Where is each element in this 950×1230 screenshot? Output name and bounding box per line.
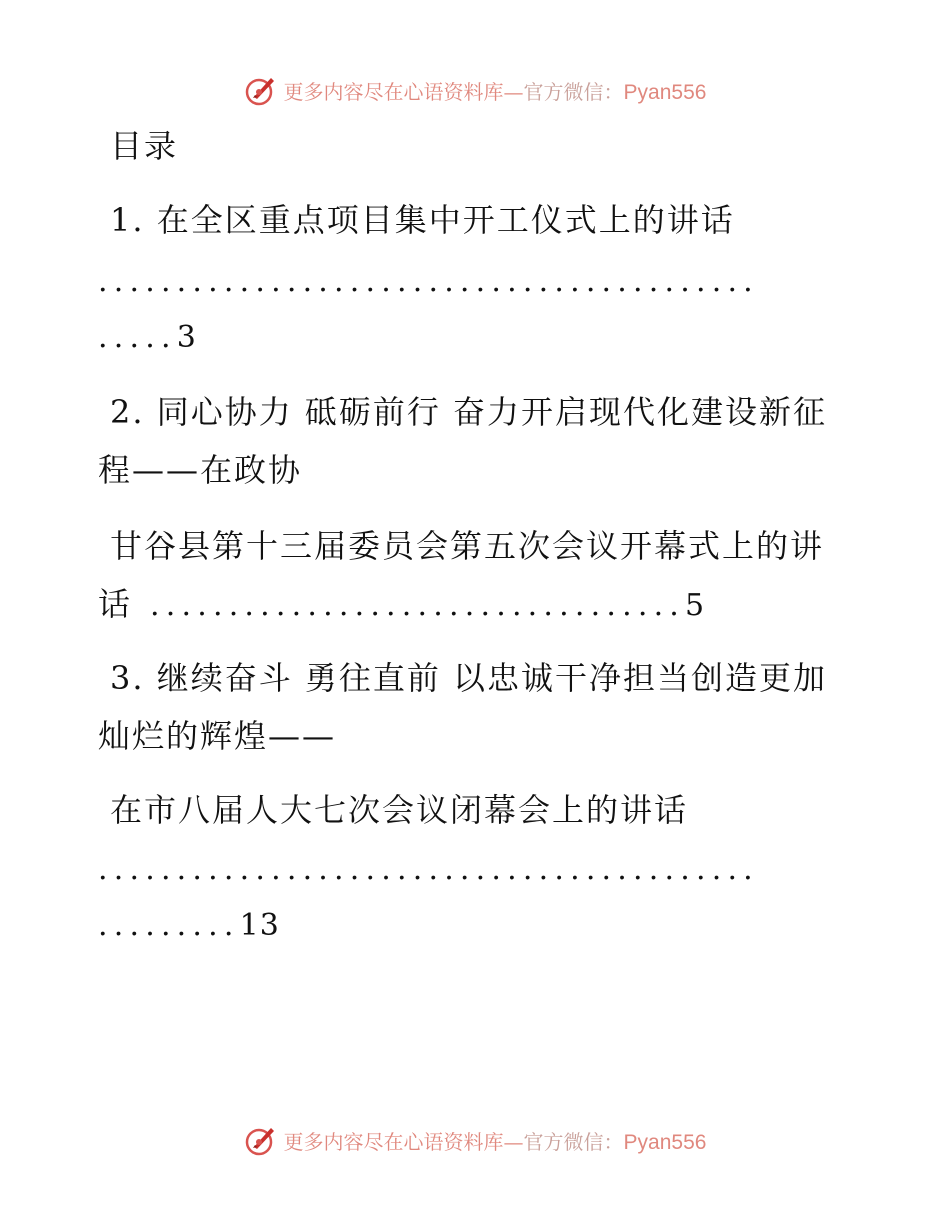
toc-entry-3-tail-dots: ......... [98,908,240,943]
toc-entry-2-last-word: 话 [98,585,133,623]
toc-entry-3-line-2: 灿烂的辉煌—— [98,717,337,755]
watermark-id: Pyan556 [623,80,707,104]
toc-entry-2-line-4 [98,584,705,626]
watermark-id: Pyan556 [623,1130,707,1154]
toc-entry-1-tail-dots: ..... [98,320,177,355]
toc-entry-3-line-3: 在市八届人大七次会议闭幕会上的讲话 [110,791,689,829]
watermark-text [284,1126,707,1155]
toc-entry-1-leader: .......................................... [98,264,759,299]
quill-pen-logo-icon [244,73,278,107]
toc-entry-1-tail [98,318,197,358]
toc-entry-3-line-1: 3. 继续奋斗 勇往直前 以忠诚干净担当创造更加 [110,659,828,697]
header-watermark [0,70,950,110]
toc-entry-1-page: 3 [176,320,197,355]
watermark-label: 官方微信： [523,79,624,104]
footer-watermark [0,1120,950,1160]
quill-pen-logo-icon [244,1123,278,1157]
toc-entry-3-leader: .......................................... [98,852,759,887]
toc-entry-2-line-1: 2. 同心协力 砥砺前行 奋力开启现代化建设新征 [110,393,828,431]
toc-entry-2-line-2: 程——在政协 [98,451,303,489]
watermark-label: 官方微信： [523,1129,624,1154]
toc-entry-3-tail [98,906,280,946]
watermark-dash: — [503,1129,524,1154]
watermark-dash: — [503,79,524,104]
toc-entry-2-page: 5 [685,588,706,623]
toc-title: 目录 [110,127,179,165]
toc-entry-1-line-1: 1. 在全区重点项目集中开工仪式上的讲话 [110,201,735,239]
watermark-main: 更多内容尽在心语资料库 [283,1129,504,1154]
toc-entry-2-tail-dots: .................................. [150,588,686,623]
watermark-main: 更多内容尽在心语资料库 [283,79,504,104]
toc-entry-2-line-3: 甘谷县第十三届委员会第五次会议开幕式上的讲 [110,527,825,565]
toc-entry-3-page: 13 [239,908,280,943]
watermark-text [284,76,707,105]
